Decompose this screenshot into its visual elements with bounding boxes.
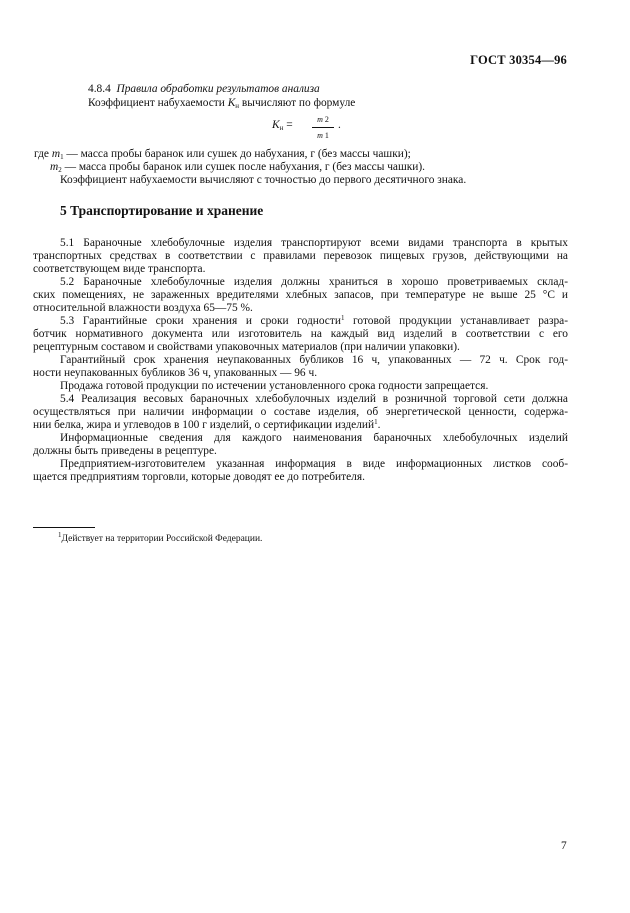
paragraph-line: 5.1 Бараночные хлебобулочные изделия транспортируют всеми видами транспорта в крытых [60, 237, 568, 249]
subsection-number: 4.8.4 [88, 83, 111, 95]
paragraph-line: ских помещениях, не зараженных вредителями хлебных запасов, при температуре не выше 25 °С и [33, 289, 568, 301]
footnote-divider [33, 527, 95, 528]
paragraph-line: Гарантийный срок хранения неупакованных бубликов 16 ч, упакованных — 72 ч. Срок год- [60, 354, 568, 366]
formula-lhs: $K_н$ = [272, 119, 293, 132]
paragraph-line: Предприятием-изготовителем указанная информация в виде информационных листков сооб- [60, 458, 568, 470]
paragraph-line: нии белка, жира и углеводов в 100 г изделий, о сертификации изделий$^1$. [33, 418, 381, 431]
paragraph-line: Продажа готовой продукции по истечении установленного срока годности запрещается. [60, 380, 489, 392]
section-heading: 5 Транспортирование и хранение [60, 203, 264, 218]
subsection-heading [88, 83, 596, 96]
paragraph-line: осуществляться при наличии информации о составе изделия, об энергетической ценности, содержа- [33, 406, 568, 418]
paragraph-line: рецептурным составом и свойствами упаковочных материалов (при наличии упаковки). [33, 341, 460, 353]
subsection-title: Правила обработки результатов анализа [116, 83, 320, 95]
page-number: 7 [561, 840, 567, 852]
paragraph-line: щается предприятиям торговли, которые доводят ее до потребителя. [33, 471, 365, 483]
paragraph-line: 5.4 Реализация весовых бараночных хлебобулочных изделий в розничной торговой сети должна [60, 393, 568, 405]
paragraph-line: соответствующем виде транспорта. [33, 263, 206, 275]
paragraph-line: Информационные сведения для каждого наименования бараночных хлебобулочных изделий [60, 432, 568, 444]
formula-intro: Коэффициент набухаемости $K_н$ вычисляют по формуле [88, 97, 356, 110]
paragraph-line: транспортных средствах в соответствии с правилами перевозок пищевых грузов, действующими на [33, 250, 568, 262]
document-header: ГОСТ 30354—96 [470, 53, 567, 67]
where-line-1: где $m_1$ — масса пробы баранок или сушек до набухания, г (без массы чашки); [34, 148, 411, 161]
precision-note: Коэффициент набухаемости вычисляют с точностью до первого десятичного знака. [60, 174, 467, 186]
paragraph-line: должны быть приведены в рецептуре. [33, 445, 217, 457]
formula: $K_н$ = m 2 m 1 . [272, 113, 352, 139]
formula-fraction: m 2 m 1 [312, 113, 334, 143]
paragraph-line: ботчик нормативного документа или изготовитель на каждый вид изделий в соответствии с его [33, 328, 568, 340]
paragraph-line: 5.2 Бараночные хлебобулочные изделия должны храниться в хорошо проветриваемых склад- [60, 276, 568, 288]
paragraph-line: относительной влажности воздуха 65—75 %. [33, 302, 253, 314]
paragraph-line: ности неупакованных бубликов 36 ч, упакованных — 96 ч. [33, 367, 318, 379]
paragraph-line: 5.3 Гарантийные сроки хранения и сроки годности$^1$ готовой продукции устанавливает разра- [60, 314, 568, 327]
where-line-2: $m_2$ — масса пробы баранок или сушек после набухания, г (без массы чашки). [50, 161, 426, 174]
footnote: $^1$Действует на территории Российской Федерации. [58, 531, 263, 544]
